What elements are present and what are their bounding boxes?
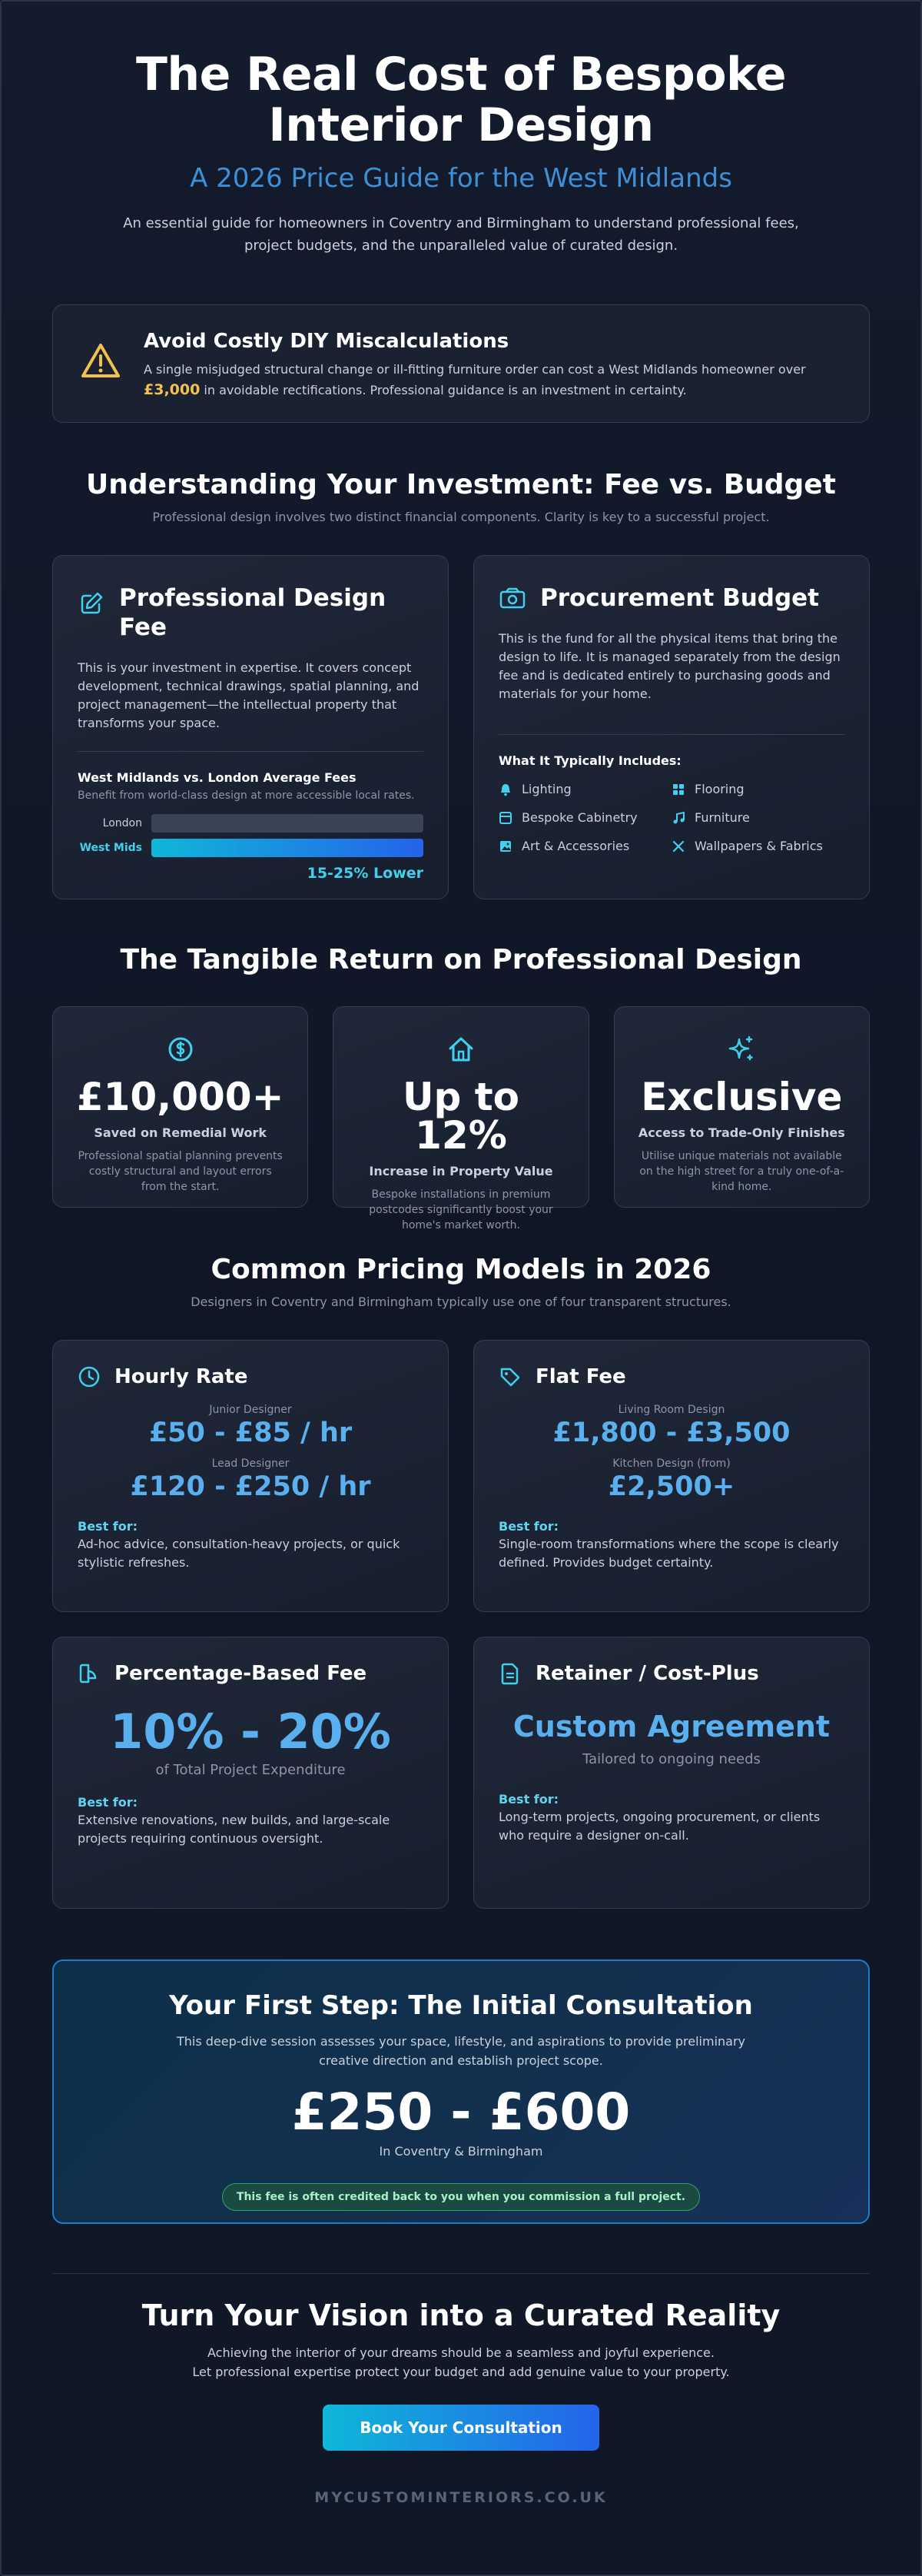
pricing-card-title: Flat Fee (536, 1365, 626, 1388)
include-item-label: Bespoke Cabinetry (522, 810, 638, 825)
tier-value: £50 - £85 / hr (148, 1418, 353, 1448)
include-item-label: Furniture (695, 810, 750, 825)
fee-bar-london-track (151, 814, 423, 833)
stat-value: £10,000+ (76, 1075, 284, 1119)
investment-heading: Understanding Your Investment: Fee vs. Budget (86, 469, 836, 500)
tier-value: £2,500+ (608, 1471, 735, 1502)
consultation-location: In Coventry & Birmingham (379, 2144, 543, 2159)
best-for-text: Single-room transformations where the scope is clearly defined. Provides budget certainty. (499, 1537, 839, 1570)
tier-value: £120 - £250 / hr (130, 1471, 371, 1502)
cta-title: Turn Your Vision into a Curated Reality (141, 2298, 781, 2332)
returns-heading: The Tangible Return on Professional Design (120, 944, 802, 976)
cta-line-2: Let professional expertise protect your budget and add genuine value to your property. (192, 2365, 730, 2379)
include-item-label: Wallpapers & Fabrics (695, 839, 823, 853)
pricing-big-value: 10% - 20% (110, 1703, 391, 1760)
pricing-card-title: Retainer / Cost-Plus (536, 1662, 759, 1685)
page-title: The Real Cost of Bespoke Interior Design (135, 48, 787, 152)
best-for-label: Best for: (499, 1792, 559, 1807)
warning-amount: £3,000 (144, 381, 201, 398)
best-for-label: Best for: (499, 1519, 559, 1534)
tier-value: £1,800 - £3,500 (552, 1418, 791, 1448)
pricing-big-value: Custom Agreement (512, 1710, 831, 1743)
stat-value: Exclusive (641, 1075, 843, 1119)
stat-label: Access to Trade-Only Finishes (638, 1125, 845, 1140)
stat-description: Utilise unique materials not available on the high street for a truly one-of-a-kind home. (639, 1150, 844, 1193)
pricing-big-sub: Tailored to ongoing needs (582, 1751, 761, 1767)
stat-label: Saved on Remedial Work (94, 1125, 267, 1140)
fee-bar-london-label: London (102, 817, 142, 829)
consultation-text: This deep-dive session assesses your space, lifestyle, and aspirations to provide preliminary creative direction and establish project scope. (176, 2034, 746, 2068)
best-for-text: Ad-hoc advice, consultation-heavy projects, or quick stylistic refreshes. (78, 1537, 400, 1570)
consultation-credit-badge: This fee is often credited back to you when you commission a full project. (222, 2183, 700, 2211)
best-for-text: Long-term projects, ongoing procurement, or clients who require a designer on-call. (499, 1810, 821, 1843)
budget-title: Procurement Budget (540, 584, 819, 612)
warning-text-after: in avoidable rectifications. Professional guidance is an investment in certainty. (200, 383, 687, 397)
warning-title: Avoid Costly DIY Miscalculations (144, 330, 509, 353)
budget-body: This is the fund for all the physical items that bring the design to life. It is managed separately from the design fee and is dedicated entirely to purchasing goods and materials for your home. (499, 631, 841, 701)
tier-name: Junior Designer (209, 1404, 292, 1416)
tier-name: Lead Designer (211, 1458, 290, 1470)
pricing-card-title: Hourly Rate (114, 1365, 248, 1388)
tier-name: Living Room Design (618, 1404, 725, 1416)
cta-line-1: Achieving the interior of your dreams should be a seamless and joyful experience. (207, 2345, 715, 2360)
book-consultation-button[interactable]: Book Your Consultation (323, 2405, 599, 2451)
design-fee-body: This is your investment in expertise. It covers concept development, technical drawings, spatial planning, and project management—the intellectual property that transforms your space. (78, 660, 420, 730)
design-fee-title: Professional Design Fee (119, 584, 386, 641)
consultation-price: £250 - £600 (291, 2082, 631, 2142)
include-item-label: Art & Accessories (522, 839, 630, 853)
include-item-label: Lighting (522, 782, 572, 796)
include-item-label: Flooring (695, 782, 745, 796)
pricing-heading: Common Pricing Models in 2026 (211, 1254, 711, 1285)
fee-lower-badge: 15-25% Lower (307, 865, 423, 882)
fee-bar-west-mids-label: West Mids (79, 842, 142, 854)
fee-compare-title: West Midlands vs. London Average Fees (78, 770, 357, 785)
fee-bar-west-mids-fill (151, 839, 423, 857)
best-for-label: Best for: (78, 1519, 138, 1534)
fee-bar-london-fill (151, 814, 423, 833)
tier-name: Kitchen Design (from) (612, 1458, 731, 1470)
fee-bar-west-mids-track (151, 839, 423, 857)
stat-value: Up to 12% (402, 1075, 520, 1158)
stat-description: Bespoke installations in premium postcodes significantly boost your home's market worth. (369, 1188, 553, 1231)
best-for-label: Best for: (78, 1795, 138, 1810)
pricing-subheading: Designers in Coventry and Birmingham typically use one of four transparent structures. (191, 1295, 731, 1309)
stat-description: Professional spatial planning prevents costly structural and layout errors from the start. (78, 1150, 283, 1193)
pricing-card-title: Percentage-Based Fee (114, 1662, 367, 1685)
consultation-title: Your First Step: The Initial Consultation (169, 1990, 753, 2021)
fee-compare-subtitle: Benefit from world-class design at more accessible local rates. (78, 789, 415, 802)
includes-title: What It Typically Includes: (499, 753, 682, 768)
page-subtitle: A 2026 Price Guide for the West Midlands (190, 163, 732, 194)
footer-domain: MYCUSTOMINTERIORS.CO.UK (314, 2489, 608, 2506)
best-for-text: Extensive renovations, new builds, and large-scale projects requiring continuous oversight. (78, 1813, 390, 1846)
hero-intro: An essential guide for homeowners in Coventry and Birmingham to understand professional fees, project budgets, and the unparalleled value of curated design. (123, 215, 799, 254)
pricing-big-sub: of Total Project Expenditure (155, 1762, 346, 1778)
stat-label: Increase in Property Value (369, 1164, 553, 1178)
warning-text-before: A single misjudged structural change or ill-fitting furniture order can cost a West Midlands homeowner over (144, 362, 806, 377)
investment-subheading: Professional design involves two distinct financial components. Clarity is key to a successful project. (152, 510, 770, 524)
